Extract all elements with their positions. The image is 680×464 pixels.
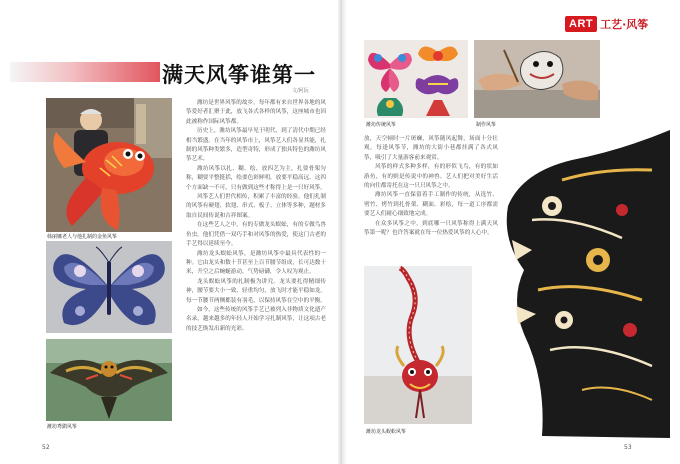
paragraph: 风筝的样式多种多样，有的形似飞鸟，有的状如游鱼，有的则是传说中的神兽。艺人们把对美好生活的向往都寄托在这一只只风筝之中。 — [364, 164, 498, 190]
right-text-column — [364, 135, 498, 257]
traditional-kites-photo — [364, 40, 468, 118]
eagle-kite-photo — [46, 339, 172, 421]
art-logo: ART — [565, 16, 597, 32]
paragraph: 如今，这些传统的风筝手艺已被列入非物质文化遗产名录，越来越多的年轻人开始学习扎制风筝，让这项古老的技艺焕发出新的光彩。 — [186, 306, 326, 332]
craftsman-caption: 制作风筝 — [476, 122, 497, 128]
section-tag — [565, 14, 648, 34]
paragraph: 风筝艺人们世代相传，积累了丰富的经验。他们扎制的风筝有硬翅、软翅、串式、板子、立体等多种，题材多取自民间传说和吉祥图案。 — [186, 194, 326, 219]
paragraph: 历史上，潍坊风筝最早见于明代，到了清代中期已经相当繁盛。在当年的风筝市上，风筝艺人们各显其能，扎制的风筝种类繁多，造型奇特，形成了独具特色的潍坊风筝艺术。 — [186, 128, 326, 163]
dragon-kite-detail — [502, 120, 670, 438]
page-number-left: 52 — [42, 444, 50, 451]
paragraph: 在众多风筝之中，到底哪一只风筝称得上满天风筝第一呢？也许答案就在每一位热爱风筝的人心中。 — [364, 220, 498, 237]
centipede-kite-photo — [364, 266, 472, 424]
paragraph: 潍坊风筝以扎、糊、绘、放四艺为主，扎要骨架匀称，糊要平整挺括，绘要色彩鲜明，放要平稳高远。这四个方面缺一不可，只有做到这些才称得上是一只好风筝。 — [186, 165, 326, 191]
paragraph: 放，天空顿时一片斑斓，风筝随风起舞，场面十分壮观。每逢风筝节，潍坊的大街小巷都挂满了各式风筝，吸引了大量游客前来观赏。 — [364, 136, 498, 161]
article-title: 满天风筝谁第一 — [162, 62, 316, 87]
traditional-caption: 潍坊传统风筝 — [366, 122, 397, 128]
page-number-right: 53 — [624, 444, 632, 451]
paragraph: 潍坊风筝一直保留着手工制作的传统，从选竹、劈竹、烤竹到扎骨架、糊面、彩绘，每一道工序都需要艺人们耐心细致地完成。 — [364, 192, 498, 218]
page-gutter — [338, 0, 346, 464]
title-accent-bar — [10, 62, 160, 82]
paragraph: 潍坊是世界风筝的故乡，每年都有来自世界各地的风筝爱好者汇聚于此，放飞各式各样的风筝，这座城市也因此被称作国际风筝都。 — [186, 100, 326, 125]
butterfly-kite-photo — [46, 241, 172, 333]
eagle-caption: 潍坊鸢鹞风筝 — [47, 424, 78, 430]
goldfish-caption: 韩丽娜老人与他扎制的金鱼风筝 — [47, 234, 118, 240]
article-author: 文/阿阮 — [292, 88, 309, 94]
centipede-caption: 潍坊龙头蜈蚣风筝 — [366, 429, 407, 435]
left-text-column — [186, 99, 326, 443]
paragraph: 在这些艺人之中，有的专做龙头蜈蚣，有的专做鸟兽鱼虫。他们凭借一双巧手和对风筝的热爱，使这门古老的手艺得以延续至今。 — [186, 222, 326, 248]
paragraph: 潍坊龙头蜈蚣风筝，是潍坊风筝中最具代表性的一种。它由龙头和数十节甚至上百节腰节组成，长可达数十米，升空之后蜿蜒游动，气势磅礴，令人叹为观止。 — [186, 250, 326, 276]
paragraph: 龙头蜈蚣风筝的扎制极为讲究。龙头要扎得精细传神，腰节要大小一致、轻重均匀，放飞时才能平稳如龙。每一节腰节两侧都装有羽毛，以保持风筝在空中的平衡。 — [186, 278, 326, 304]
goldfish-kite-photo — [46, 98, 172, 232]
section-label: 工艺·风筝 — [600, 18, 649, 31]
craftsman-photo — [474, 40, 600, 118]
